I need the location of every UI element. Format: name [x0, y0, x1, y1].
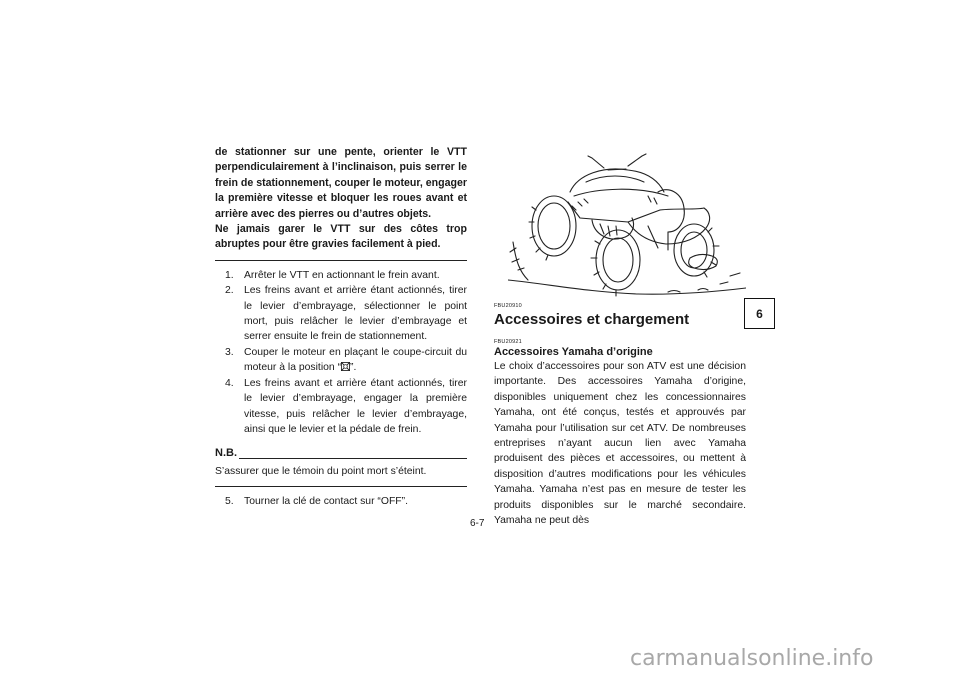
right-column	[494, 303, 746, 528]
page-number: 6-7	[470, 518, 485, 529]
step-item-4: 4. Les freins avant et arrière étant actionnés, tirer le levier d’embrayage, engager la première vitesse, puis relâcher le levier d’embrayage, ainsi que le levier et la pédale de frein.	[225, 377, 467, 435]
step-item-5: 5. Tourner la clé de contact sur “OFF”.	[225, 496, 408, 508]
left-column	[215, 145, 467, 510]
watermark: carmanualsonline.info	[630, 646, 874, 671]
step-item-2: 2. Les freins avant et arrière étant actionnés, tirer le levier d’embrayage, sélectionner le point mort, puis relâcher le levier d’embrayage et serrer ensuite le frein de stationnement.	[225, 285, 467, 343]
section-title: Accessoires et chargement	[494, 311, 690, 328]
body-paragraph: Le choix d’accessoires pour son ATV est une décision importante. Des accessoires Yamaha d’origine, disponibles uniquement chez les concessionnaires Yamaha, ont été conçus, testés et approuvés par Yamaha pour l’utilisation sur cet ATV. De nombreuses entreprises n’ayant aucun lien avec Yamaha produisent des pièces et accessoires, ou mettent à disposition d’autres modifications pour les véhicules Yamaha. Yamaha n’est pas en mesure de tester les produits disponibles sur le marché secondaire. Yamaha ne peut dès	[494, 361, 746, 527]
nb-label: N.B.	[215, 447, 237, 460]
subsection-title: Accessoires Yamaha d’origine	[494, 346, 653, 358]
step-item-1: 1. Arrêter le VTT en actionnant le frein avant.	[225, 269, 440, 281]
nb-end-rule	[215, 486, 467, 487]
chapter-tab: 6	[744, 298, 775, 329]
nb-text: S’assurer que le témoin du point mort s’éteint.	[215, 465, 427, 477]
nb-header	[215, 446, 467, 461]
step-list-continued	[215, 494, 467, 509]
section-code: FBU20910	[494, 303, 522, 309]
atv-parked-on-slope-illustration	[508, 152, 746, 298]
warning-text-2: Ne jamais garer le VTT sur des côtes trop abruptes pour être gravies facilement à pied.	[215, 223, 467, 251]
warning-text-1: de stationner sur une pente, orienter le VTT perpendiculairement à l’inclinaison, puis serrer le frein de stationnement, couper le moteur, engager la première vitesse et bloquer les roues avant et arrière avec des pierres ou d’autres objets.	[215, 146, 467, 220]
nb-header-rule	[239, 458, 467, 459]
step-list	[215, 268, 467, 437]
warning-end-rule	[215, 260, 467, 261]
step-item-3: 3. Couper le moteur en plaçant le coupe-circuit du moteur à la position “ ”.	[225, 346, 467, 374]
engine-stop-switch-icon	[341, 362, 350, 371]
subsection-code: FBU20921	[494, 339, 522, 345]
